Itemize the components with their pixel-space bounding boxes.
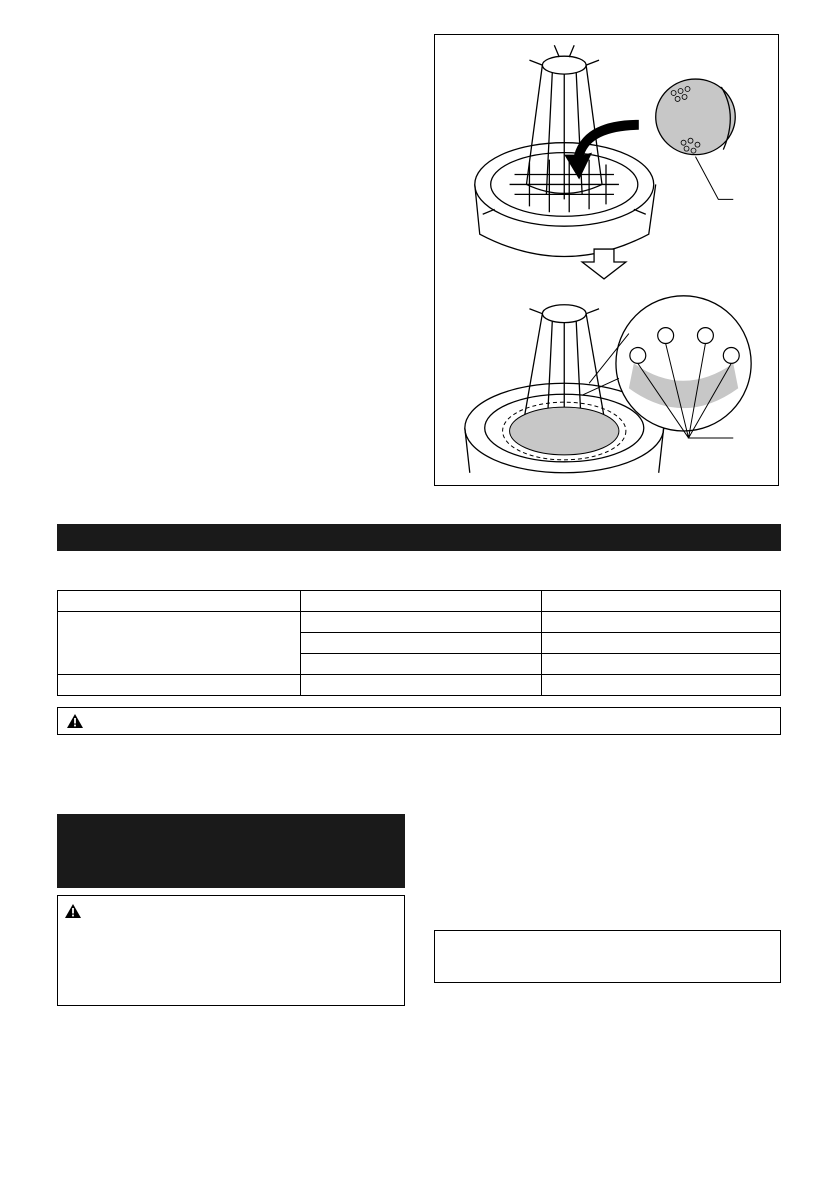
- warning-triangle-icon: [64, 903, 82, 924]
- sponge-filter-icon: [656, 79, 736, 199]
- table-cell: [542, 654, 781, 675]
- table-row: [58, 612, 781, 633]
- table-cell: [58, 675, 301, 696]
- table-cell: [301, 612, 542, 633]
- filter-illustration: [435, 35, 778, 485]
- table-cell: [301, 591, 542, 612]
- specification-table: [57, 590, 781, 696]
- table-cell: [542, 591, 781, 612]
- filter-installation-figure: [434, 34, 779, 486]
- table-cell: [301, 654, 542, 675]
- table-row: [58, 675, 781, 696]
- warning-box: [57, 895, 405, 1006]
- table-cell: [301, 633, 542, 654]
- table-cell: [301, 675, 542, 696]
- table-cell: [58, 591, 301, 612]
- table-cell: [542, 612, 781, 633]
- table-cell: [58, 612, 301, 675]
- down-arrow-icon: [582, 249, 626, 279]
- table-cell: [542, 633, 781, 654]
- warning-triangle-icon: [66, 713, 84, 734]
- section-header-bar: [57, 524, 781, 551]
- table-row: [58, 591, 781, 612]
- note-box: [434, 930, 781, 983]
- caution-notice: [57, 707, 781, 735]
- section-heading-block: [57, 814, 405, 888]
- table-cell: [542, 675, 781, 696]
